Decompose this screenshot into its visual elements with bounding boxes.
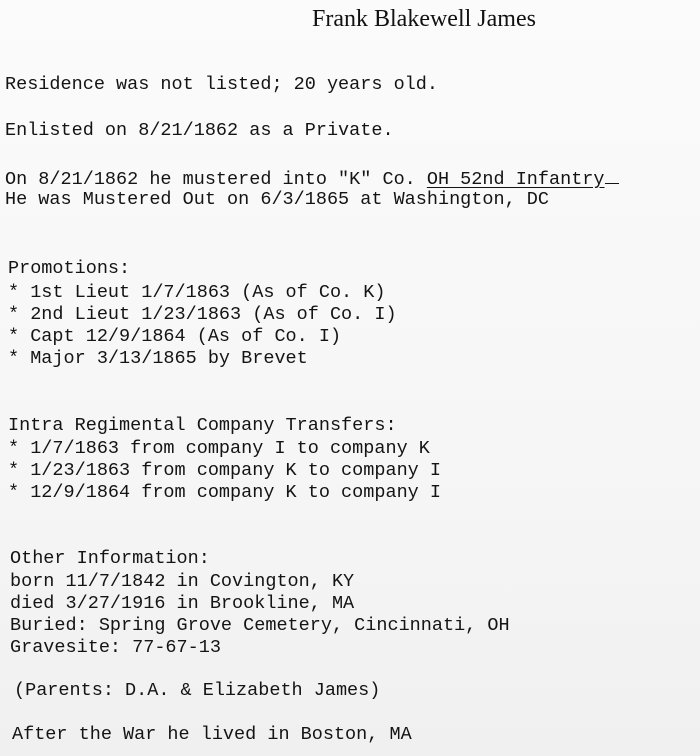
other-info-item: Buried: Spring Grove Cemetery, Cincinnati, OH bbox=[10, 615, 510, 636]
promotion-item: * 2nd Lieut 1/23/1863 (As of Co. I) bbox=[8, 304, 397, 325]
promotions-heading: Promotions: bbox=[8, 258, 131, 279]
unit-name: OH 52nd Infantry bbox=[426, 169, 605, 190]
transfers-heading: Intra Regimental Company Transfers: bbox=[8, 415, 397, 436]
other-info-item: died 3/27/1916 in Brookline, MA bbox=[10, 593, 355, 614]
other-info-heading: Other Information: bbox=[10, 548, 210, 569]
transfer-item: * 1/23/1863 from company K to company I bbox=[8, 460, 441, 481]
after-war-line: After the War he lived in Boston, MA bbox=[12, 724, 412, 745]
unit-underline bbox=[605, 167, 619, 184]
transfer-item: * 1/7/1863 from company I to company K bbox=[8, 438, 430, 459]
residence-line: Residence was not listed; 20 years old. bbox=[5, 74, 438, 95]
other-info-item: born 11/7/1842 in Covington, KY bbox=[10, 571, 355, 592]
mustered-out-line: He was Mustered Out on 6/3/1865 at Washington, DC bbox=[5, 189, 549, 210]
promotion-item: * Major 3/13/1865 by Brevet bbox=[8, 348, 308, 369]
enlisted-line: Enlisted on 8/21/1862 as a Private. bbox=[5, 120, 394, 141]
mustered-in-line bbox=[5, 167, 619, 191]
promotion-item: * 1st Lieut 1/7/1863 (As of Co. K) bbox=[8, 282, 386, 303]
parents-line: (Parents: D.A. & Elizabeth James) bbox=[14, 680, 381, 701]
page-title: Frank Blakewell James bbox=[312, 6, 536, 32]
promotion-item: * Capt 12/9/1864 (As of Co. I) bbox=[8, 326, 342, 347]
mustered-in-prefix: On 8/21/1862 he mustered into "K" Co. bbox=[5, 169, 427, 190]
other-info-item: Gravesite: 77-67-13 bbox=[10, 637, 221, 658]
transfer-item: * 12/9/1864 from company K to company I bbox=[8, 482, 441, 503]
